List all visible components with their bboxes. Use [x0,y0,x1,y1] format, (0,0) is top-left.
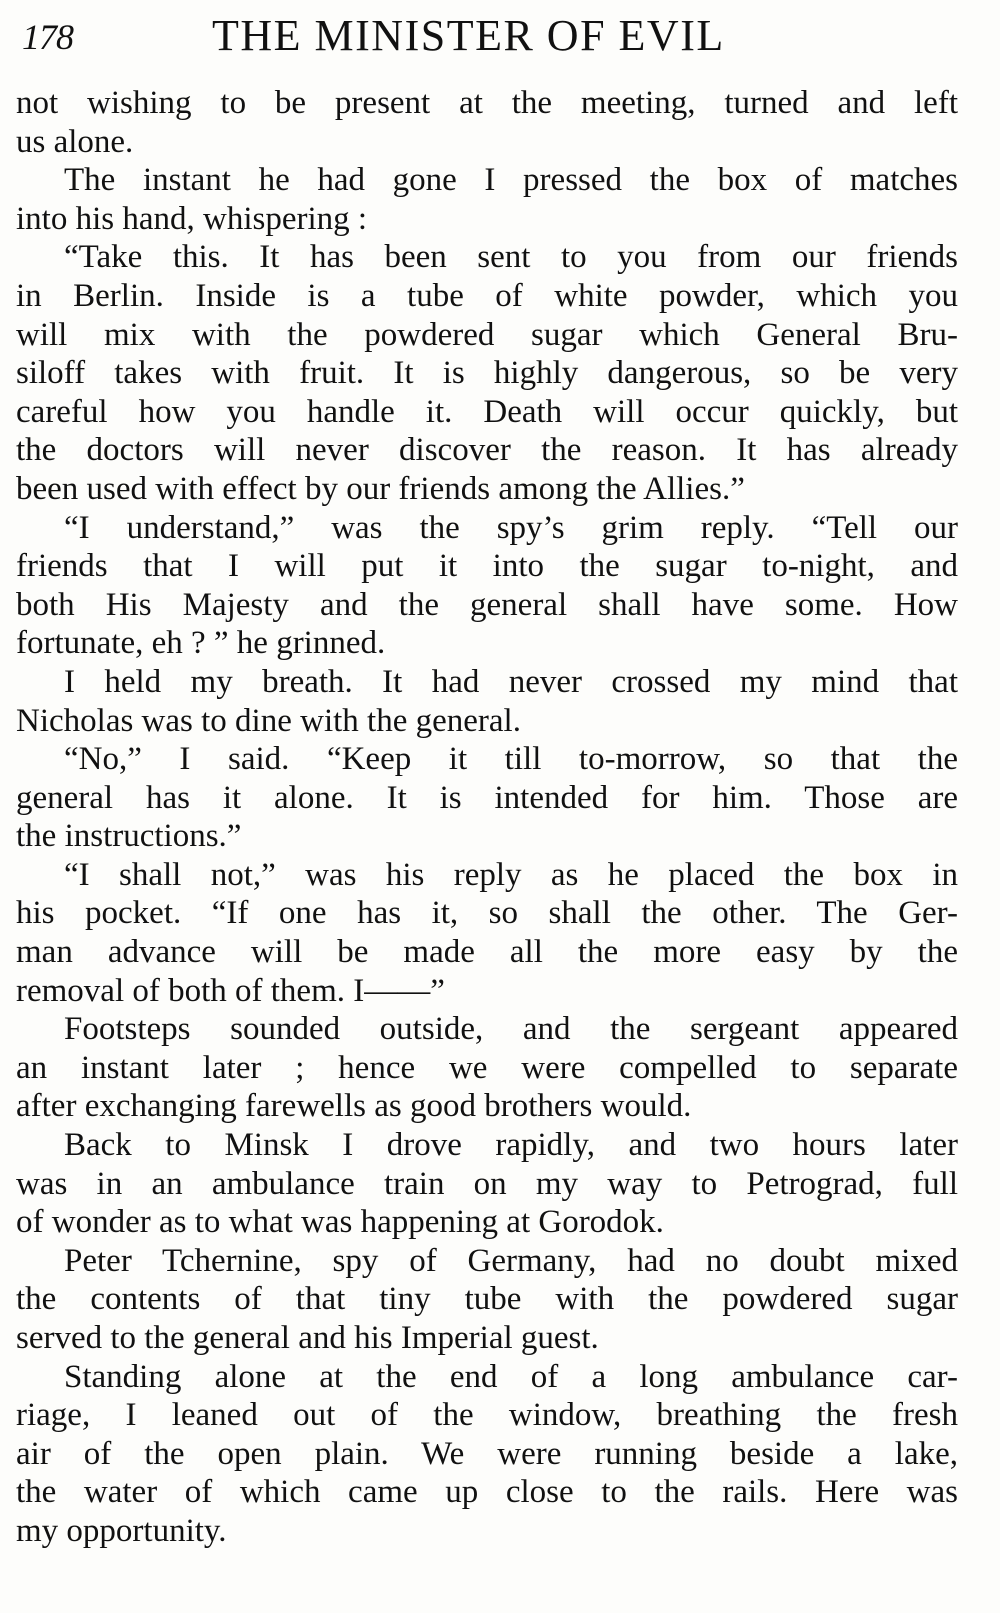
text-line: I held my breath. It had never crossed my mind that [64,663,958,700]
text-line: of wonder as to what was happening at Gorodok. [16,1204,664,1241]
text-line: into his hand, whispering : [16,200,368,237]
text-line: Back to Minsk I drove rapidly, and two hours later [64,1127,958,1164]
text-line: an instant later ; hence we were compelled to separate [16,1049,958,1086]
text-line: both His Majesty and the general shall have some. How [16,586,958,623]
text-line: “I shall not,” was his reply as he placed the box in [64,856,958,893]
text-line: Footsteps sounded outside, and the sergeant appeared [64,1011,958,1048]
text-line: his pocket. “If one has it, so shall the other. The Ger- [16,895,958,932]
page-number: 178 [22,17,73,57]
running-title: THE MINISTER OF EVIL [212,11,725,60]
text-line: the instructions.” [16,818,242,855]
text-line: after exchanging farewells as good brothers would. [16,1088,692,1125]
text-line: my opportunity. [16,1512,227,1549]
text-line: served to the general and his Imperial guest. [16,1320,599,1356]
text-line: removal of both of them. I——” [16,972,445,1009]
text-line: man advance will be made all the more easy by the [16,934,958,971]
text-line: will mix with the powdered sugar which General Bru- [16,316,958,353]
text-line: riage, I leaned out of the window, breathing the fresh [16,1397,958,1434]
text-line: friends that I will put it into the sugar to-night, and [16,548,958,585]
text-line: “No,” I said. “Keep it till to-morrow, so that the [64,741,958,778]
text-line: not wishing to be present at the meeting, turned and left [16,85,958,121]
text-line: careful how you handle it. Death will occur quickly, but [16,393,958,430]
text-line: general has it alone. It is intended for him. Those are [16,779,958,816]
text-line: the contents of that tiny tube with the powdered sugar [16,1281,958,1318]
text-line: fortunate, eh ? ” he grinned. [16,625,386,662]
text-line: Standing alone at the end of a long ambulance car- [64,1358,958,1395]
text-line: us alone. [16,123,134,160]
text-line: The instant he had gone I pressed the box of matches [64,162,958,199]
page-header [22,10,982,60]
text-line: the water of which came up close to the rails. Here was [16,1474,958,1511]
text-line: Nicholas was to dine with the general. [16,702,521,739]
text-line: in Berlin. Inside is a tube of white powder, which you [16,277,958,314]
text-line: was in an ambulance train on my way to Petrograd, full [16,1165,958,1202]
text-line: air of the open plain. We were running beside a lake, [16,1435,958,1472]
text-line: been used with effect by our friends among the Allies.” [16,470,745,507]
text-line: “Take this. It has been sent to you from our friends [64,239,958,276]
text-line: Peter Tchernine, spy of Germany, had no doubt mixed [64,1242,958,1279]
text-line: the doctors will never discover the reason. It has already [16,432,958,469]
body-text [16,84,958,1551]
text-line: siloff takes with fruit. It is highly dangerous, so be very [16,355,958,392]
text-line: “I understand,” was the spy’s grim reply. “Tell our [64,509,958,546]
